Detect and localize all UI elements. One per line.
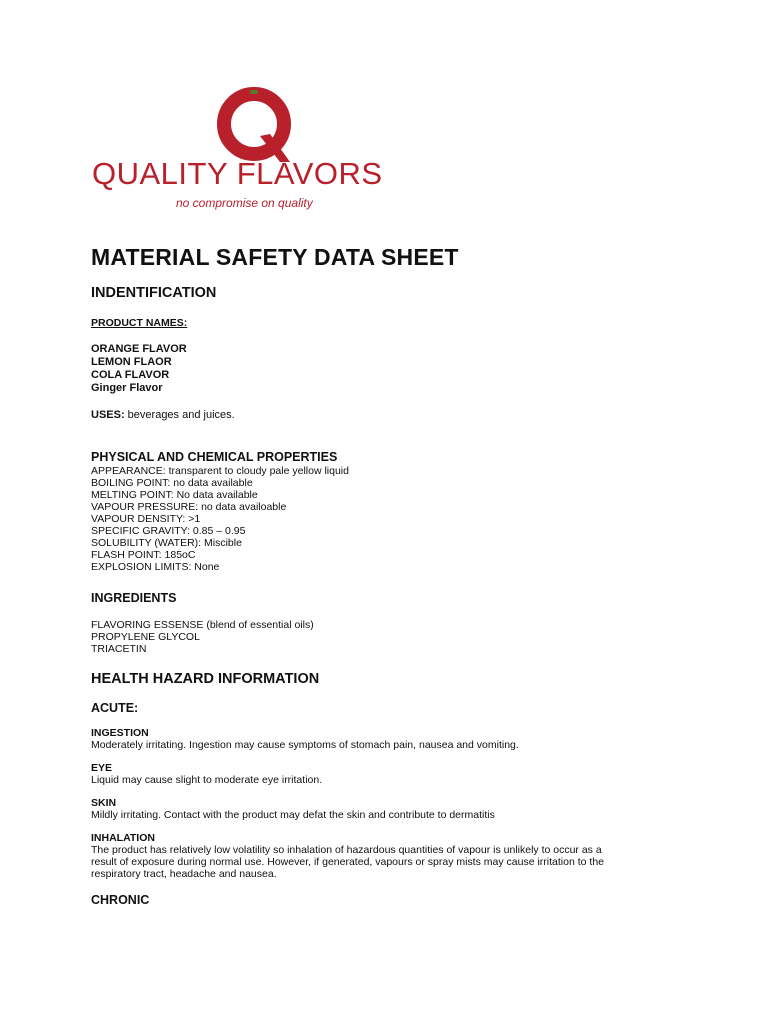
company-logo [88,86,418,216]
uses-value: beverages and juices. [124,409,235,421]
logo-wordmark: QUALITY FLAVORS [92,156,383,191]
document-body [91,244,731,907]
property-item: APPEARANCE: transparent to cloudy pale yellow liquid [91,465,349,477]
product-item: Ginger Flavor [91,382,163,394]
product-list [91,343,731,395]
uses-label: USES: [91,409,125,421]
property-item: VAPOUR PRESSURE: no data availoable [91,501,287,513]
property-item: FLASH POINT: 185oC [91,549,196,561]
product-names-label: PRODUCT NAMES: [91,317,188,329]
quality-q-logo-icon [216,86,292,166]
ingredient-item: FLAVORING ESSENSE (blend of essential oils) [91,619,314,631]
ingredient-item: PROPYLENE GLYCOL [91,631,200,643]
property-item: SOLUBILITY (WATER): Miscible [91,537,242,549]
product-item: ORANGE FLAVOR [91,343,187,355]
logo-tagline: no compromise on quality [176,196,313,210]
acute-heading: ACUTE: [91,701,139,715]
product-item: COLA FLAVOR [91,369,170,381]
ingredient-item: TRIACETIN [91,643,147,655]
property-item: BOILING POINT: no data available [91,477,253,489]
property-item: MELTING POINT: No data available [91,489,258,501]
property-item: SPECIFIC GRAVITY: 0.85 – 0.95 [91,525,246,537]
skin-text: Mildly irritating. Contact with the product may defat the skin and contribute to dermatitis [91,809,495,821]
property-item: EXPLOSION LIMITS: None [91,561,220,573]
eye-text: Liquid may cause slight to moderate eye irritation. [91,774,323,786]
eye-label: EYE [91,762,113,774]
properties-heading: PHYSICAL AND CHEMICAL PROPERTIES [91,450,338,464]
skin-label: SKIN [91,797,117,809]
property-item: VAPOUR DENSITY: >1 [91,513,201,525]
ingestion-text: Moderately irritating. Ingestion may cause symptoms of stomach pain, nausea and vomiting. [91,739,519,751]
uses-line [91,409,731,421]
ingredients-list [91,619,731,655]
identification-heading: INDENTIFICATION [91,285,217,301]
product-item: LEMON FLAOR [91,356,172,368]
ingredients-heading: INGREDIENTS [91,591,177,605]
health-hazard-heading: HEALTH HAZARD INFORMATION [91,671,320,687]
properties-list [91,465,731,573]
document-title: MATERIAL SAFETY DATA SHEET [91,244,459,270]
chronic-heading: CHRONIC [91,893,150,907]
inhalation-label: INHALATION [91,832,155,844]
inhalation-text: The product has relatively low volatility so inhalation of hazardous quantities of vapour is unlikely to occur as a result of exposure during normal use. However, if generated, vapours or spray mists may cause irritation to the respiratory tract, headache and nausea. [91,844,604,880]
ingestion-label: INGESTION [91,727,149,739]
